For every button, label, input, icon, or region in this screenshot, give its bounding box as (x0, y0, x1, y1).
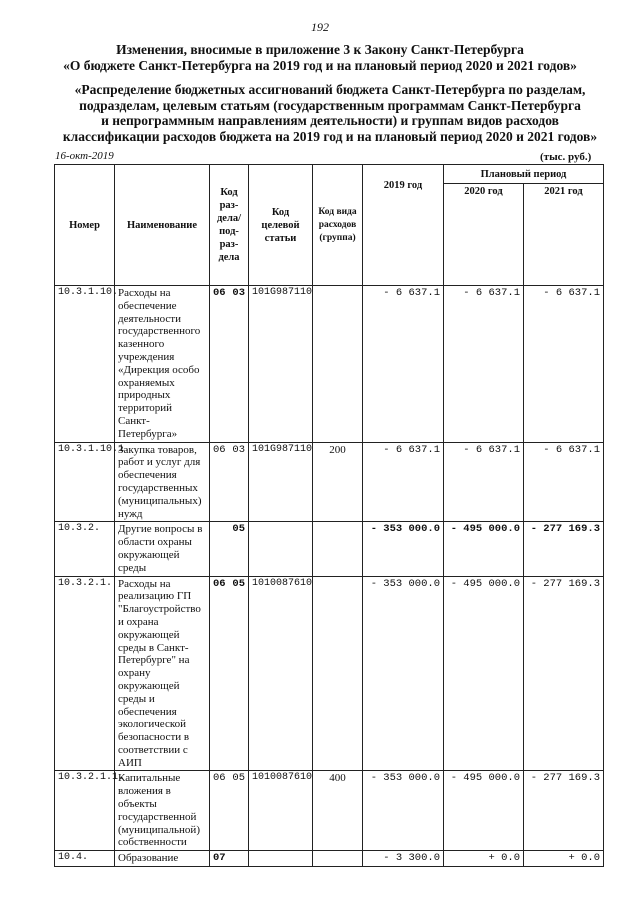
row-name: Расходы на реализацию ГП "Благоустройство и охрана окружающей среды в Санкт-Петербурге" на охрану окружающей среды и обеспечения экологической безопасности в соответствии с АИП (115, 576, 210, 771)
row-name: Закупка товаров, работ и услуг для обеспечения государственных (муниципальных) нужд (115, 442, 210, 522)
document-date: 16-окт-2019 (55, 150, 114, 162)
row-value-2020: - 495 000.0 (444, 522, 524, 576)
row-number: 10.4. (55, 851, 115, 867)
row-value-2021: - 277 169.3 (524, 522, 604, 576)
row-subsection: 05 (232, 577, 245, 590)
row-kind (313, 522, 363, 576)
row-value-2021: + 0.0 (524, 851, 604, 867)
row-value-2021: - 277 169.3 (524, 771, 604, 851)
header-kind: Код вида расходов (группа) (313, 165, 363, 286)
table-row (55, 442, 604, 522)
row-target (249, 522, 313, 576)
title-line-1: Изменения, вносимые в приложение 3 к Закону Санкт-Петербурга (116, 42, 524, 57)
row-value-2019: - 6 637.1 (363, 286, 444, 443)
row-section-code (210, 576, 249, 771)
header-planned-period: Плановый период (444, 165, 604, 184)
row-section-code (210, 851, 249, 867)
row-name: Другие вопросы в области охраны окружающей среды (115, 522, 210, 576)
table-body (55, 286, 604, 867)
subtitle-line-1: «Распределение бюджетных ассигнований бюджета Санкт-Петербурга по разделам, (74, 82, 586, 97)
table-row (55, 522, 604, 576)
row-name: Расходы на обеспечение деятельности государственного казенного учреждения «Дирекция особо охраняемых природных территорий Санкт-Петербурга» (115, 286, 210, 443)
row-target (249, 851, 313, 867)
header-name: Наименование (115, 165, 210, 286)
row-subsection: 03 (232, 443, 245, 456)
row-value-2020: - 6 637.1 (444, 286, 524, 443)
row-section: 07 (213, 852, 226, 865)
subtitle-line-2: подразделам, целевым статьям (государственным программам Санкт-Петербурга (79, 97, 581, 113)
row-number: 10.3.2. (55, 522, 115, 576)
row-kind (313, 851, 363, 867)
title-line-2: «О бюджете Санкт-Петербурга на 2019 год и на плановый период 2020 и 2021 годов» (63, 58, 577, 73)
row-section-code (210, 771, 249, 851)
header-2020: 2020 год (444, 184, 524, 286)
row-section: 06 (213, 772, 226, 785)
row-value-2021: - 6 637.1 (524, 286, 604, 443)
row-target: 101G987110 (249, 286, 313, 443)
table-row (55, 576, 604, 771)
row-value-2021: - 6 637.1 (524, 442, 604, 522)
header-number: Номер (55, 165, 115, 286)
row-section: 06 (213, 287, 226, 299)
row-number: 10.3.1.10.1. (55, 442, 115, 522)
row-name: Образование (115, 851, 210, 867)
row-subsection: 05 (232, 523, 245, 536)
row-section-code (210, 522, 249, 576)
budget-table (54, 164, 604, 867)
row-subsection: 03 (232, 287, 245, 299)
row-value-2019: - 353 000.0 (363, 771, 444, 851)
row-name: Капитальные вложения в объекты государственной (муниципальной) собственности (115, 771, 210, 851)
row-subsection: 05 (232, 772, 245, 785)
row-section: 06 (213, 443, 226, 456)
subtitle-line-4: классификации расходов бюджета на 2019 год и на плановый период 2020 и 2021 годов» (62, 128, 598, 144)
row-kind (313, 576, 363, 771)
row-number: 10.3.2.1. (55, 576, 115, 771)
subtitle-line-3: и непрограммным направлениям деятельности) и группам видов расходов (101, 113, 559, 128)
row-number: 10.3.2.1.1. (55, 771, 115, 851)
row-section-code (210, 286, 249, 443)
row-kind: 200 (313, 442, 363, 522)
row-kind (313, 286, 363, 443)
row-section-code (210, 442, 249, 522)
table-subtitle (40, 82, 620, 144)
row-value-2019: - 353 000.0 (363, 522, 444, 576)
row-target: 1010087610 (249, 771, 313, 851)
unit-label: (тыс. руб.) (540, 151, 592, 163)
header-2019: 2019 год (363, 165, 444, 286)
row-value-2019: - 353 000.0 (363, 576, 444, 771)
table-header-row (55, 165, 604, 184)
row-kind: 400 (313, 771, 363, 851)
header-target: Код целевой статьи (249, 165, 313, 286)
row-value-2020: - 495 000.0 (444, 576, 524, 771)
row-value-2020: + 0.0 (444, 851, 524, 867)
row-value-2020: - 6 637.1 (444, 442, 524, 522)
row-target: 1010087610 (249, 576, 313, 771)
page-number: 192 (311, 20, 329, 34)
header-2021: 2021 год (524, 184, 604, 286)
row-value-2019: - 6 637.1 (363, 442, 444, 522)
row-value-2020: - 495 000.0 (444, 771, 524, 851)
table-row (55, 771, 604, 851)
table-row (55, 286, 604, 443)
table-row (55, 851, 604, 867)
row-value-2021: - 277 169.3 (524, 576, 604, 771)
row-section: 06 (213, 577, 226, 590)
row-number: 10.3.1.10. (55, 286, 115, 443)
row-target: 101G987110 (249, 442, 313, 522)
row-value-2019: - 3 300.0 (363, 851, 444, 867)
header-section: Код раз- дела/ под- раз- дела (210, 165, 249, 286)
document-title (0, 42, 640, 74)
